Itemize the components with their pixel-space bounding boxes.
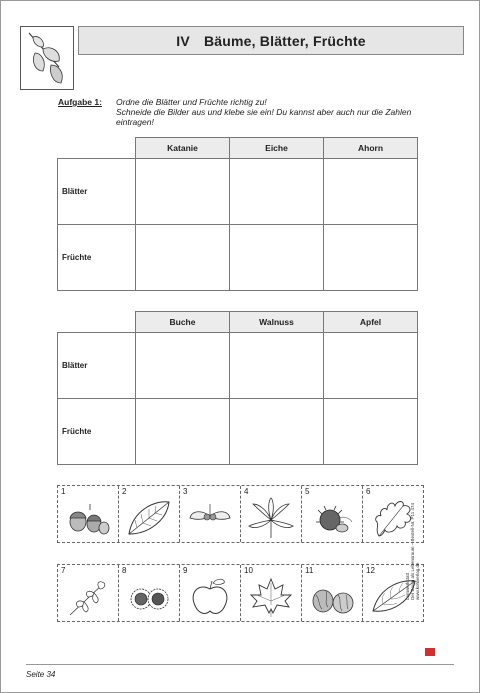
answer-cell[interactable] (136, 159, 230, 225)
cutout-card[interactable] (58, 565, 119, 621)
page-title: Bäume, Blätter, Früchte (203, 32, 366, 49)
cutout-row-1 (57, 485, 424, 543)
cutout-card[interactable] (302, 565, 363, 621)
answer-cell[interactable] (230, 159, 324, 225)
card-number: 10 (244, 566, 253, 575)
card-number: 6 (366, 487, 371, 496)
card-number: 7 (61, 566, 66, 575)
column-header: Apfel (324, 312, 418, 333)
cutout-card[interactable] (302, 486, 363, 542)
answer-cell[interactable] (324, 225, 418, 291)
card-number: 4 (244, 487, 249, 496)
leaf-branch-icon (20, 26, 74, 90)
cutout-row-2 (57, 564, 424, 622)
publisher-side-text (405, 500, 420, 600)
answer-cell[interactable] (324, 399, 418, 465)
cutout-card[interactable] (180, 486, 241, 542)
answer-cell[interactable] (324, 333, 418, 399)
answer-cell[interactable] (230, 225, 324, 291)
beech-leaf-icon (125, 496, 173, 540)
cutout-card[interactable] (180, 565, 241, 621)
card-number: 1 (61, 487, 66, 496)
maple-seed-icon (186, 496, 234, 540)
column-header: Katanie (136, 138, 230, 159)
column-header: Walnuss (230, 312, 324, 333)
chapter-number: IV (176, 32, 190, 49)
answer-cell[interactable] (136, 399, 230, 465)
beechnut-icon (308, 496, 356, 540)
card-number: 9 (183, 566, 188, 575)
publisher-logo-icon (425, 648, 435, 656)
row-label: Blätter (58, 159, 136, 225)
cutout-card[interactable] (58, 486, 119, 542)
footer-divider (26, 664, 454, 665)
answer-cell[interactable] (136, 333, 230, 399)
column-header: Buche (136, 312, 230, 333)
table-corner (58, 138, 136, 159)
chestnut-leaf-icon (247, 496, 295, 540)
cutout-card[interactable] (241, 565, 302, 621)
page-header (78, 26, 464, 55)
task-line-1: Ordne die Blätter und Früchte richtig zu! (116, 97, 267, 107)
side-line-1: Lernwerkstatt (405, 572, 410, 600)
apple-icon (186, 575, 234, 619)
chestnuts-icon (125, 575, 173, 619)
row-label: Blätter (58, 333, 136, 399)
column-header: Ahorn (324, 138, 418, 159)
task-instructions (116, 97, 446, 127)
answer-cell[interactable] (324, 159, 418, 225)
cutout-card[interactable] (119, 565, 180, 621)
card-number: 2 (122, 487, 127, 496)
card-number: 5 (305, 487, 310, 496)
answer-cell[interactable] (230, 399, 324, 465)
card-number: 8 (122, 566, 127, 575)
row-label: Früchte (58, 399, 136, 465)
table-corner (58, 312, 136, 333)
maple-leaf-icon (247, 575, 295, 619)
answer-cell[interactable] (136, 225, 230, 291)
sorting-table-2 (57, 311, 418, 465)
column-header: Eiche (230, 138, 324, 159)
side-line-3: www.kohlverlag.de (415, 562, 420, 600)
row-label: Früchte (58, 225, 136, 291)
acorns-icon (64, 496, 112, 540)
task-line-2: Schneide die Bilder aus und klebe sie ein! Du kannst aber auch nur die Zahlen eintragen! (116, 107, 412, 127)
task-label: Aufgabe 1: (58, 97, 102, 107)
answer-cell[interactable] (230, 333, 324, 399)
walnut-leaf-icon (64, 575, 112, 619)
cutout-card[interactable] (241, 486, 302, 542)
card-number: 11 (305, 566, 314, 575)
walnuts-icon (308, 575, 356, 619)
page-number: Seite 34 (26, 670, 56, 679)
sorting-table-1 (57, 137, 418, 291)
card-number: 12 (366, 566, 375, 575)
cutout-card[interactable] (119, 486, 180, 542)
card-number: 3 (183, 487, 188, 496)
side-line-2: Der Baum als Lebensraum – Bestell-Nr. P11 474 (410, 503, 415, 600)
